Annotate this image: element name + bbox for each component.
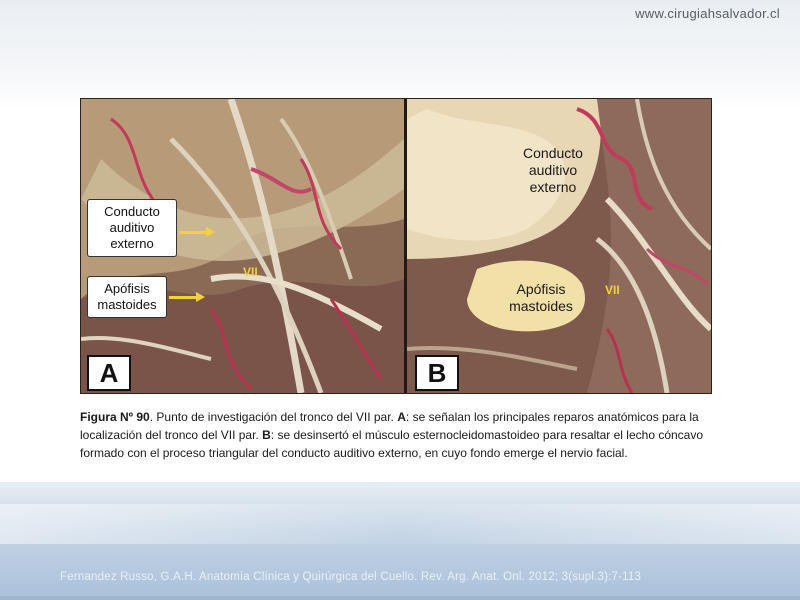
panel-letter-b: B bbox=[415, 355, 459, 391]
caption-figure-label: Figura Nº 90 bbox=[80, 410, 150, 424]
nerve-vii-label-b: VII bbox=[605, 283, 620, 297]
arrow-apofisis-a bbox=[169, 296, 197, 299]
panel-b-photo bbox=[407, 99, 711, 393]
caption-ref-a: A bbox=[397, 410, 406, 424]
site-url-link[interactable]: www.cirugiahsalvador.cl bbox=[635, 6, 780, 21]
label-line: Apófisis bbox=[516, 281, 566, 297]
figure-caption bbox=[80, 408, 720, 462]
label-line: Conducto bbox=[523, 145, 583, 161]
caption-text: . Punto de investigación del tronco del VII par. bbox=[149, 410, 398, 424]
label-line: auditivo bbox=[528, 162, 578, 178]
footer-divider bbox=[0, 596, 800, 600]
panel-letter-a: A bbox=[87, 355, 131, 391]
callout-apofisis-a bbox=[87, 276, 167, 318]
label-apofisis-b bbox=[501, 281, 581, 315]
nerve-vii-label-a: VII bbox=[243, 265, 258, 279]
anatomy-figure bbox=[80, 98, 712, 394]
caption-ref-b: B bbox=[262, 428, 271, 442]
callout-line: Conducto bbox=[104, 204, 160, 219]
label-conducto-auditivo-b bbox=[513, 145, 593, 196]
arrow-conducto-a bbox=[179, 231, 207, 234]
callout-line: auditivo bbox=[109, 220, 155, 235]
callout-line: externo bbox=[110, 236, 154, 251]
callout-line: mastoides bbox=[97, 297, 157, 312]
label-line: mastoides bbox=[509, 298, 573, 314]
callout-line: Apófisis bbox=[104, 281, 150, 296]
citation: Fernandez Russo, G.A.H. Anatomía Clínica y Quirúrgica del Cuello. Rev. Arg. Anat. Onl. 2012; 3(supl.3):7-113 bbox=[60, 571, 642, 583]
caption-text: : se señalan los principales reparos anatómicos para la localización del tronco del VII par. bbox=[80, 410, 699, 442]
caption-text: : se desinsertó el músculo esternocleidomastoideo para resaltar el lecho cóncavo formado con el proceso triangular del conducto auditivo externo, en cuyo fondo emerge el nervio facial. bbox=[80, 428, 704, 460]
footer-wave bbox=[0, 504, 800, 544]
label-line: externo bbox=[529, 179, 577, 195]
dissection-photo-b bbox=[407, 99, 711, 393]
callout-conducto-auditivo-a bbox=[87, 199, 177, 257]
